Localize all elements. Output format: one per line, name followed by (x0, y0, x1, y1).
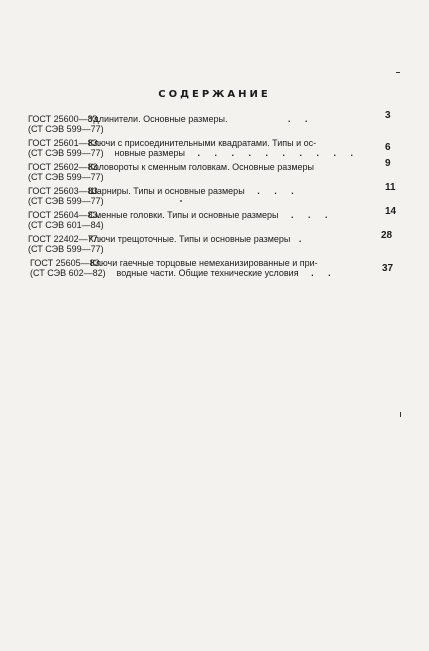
toc-standard: ГОСТ 25605—83. (30, 258, 103, 268)
toc-standard: ГОСТ 25601—83. (28, 138, 101, 148)
toc-standard-ref: (СТ СЭВ 599—77) (28, 124, 104, 134)
toc-leader: . . (311, 268, 337, 278)
toc-standard: ГОСТ 22402—77. (28, 234, 101, 244)
toc-standard: ГОСТ 25604—83. (28, 210, 101, 220)
toc-entry-line (28, 114, 396, 124)
toc-description: Сменные головки. Типы и основные размеры (88, 210, 279, 220)
toc-entry-line (30, 258, 398, 268)
toc-description: Ключи с присоединительными квадратами. Типы и ос- (88, 138, 317, 148)
toc-entry-line (28, 124, 396, 134)
scan-mark (396, 72, 400, 73)
toc-page-number: 11 (385, 182, 396, 193)
toc-description: Шарниры. Типы и основные размеры (88, 186, 245, 196)
toc-leader: . . (288, 114, 314, 124)
toc-page-number: 37 (382, 263, 394, 274)
toc-standard: ГОСТ 25602—83. (28, 162, 101, 172)
toc-entry-line (28, 162, 396, 172)
toc-leader: . . . (257, 186, 300, 196)
toc-entry-line (28, 244, 396, 254)
toc-entry (28, 230, 396, 254)
toc-entry-line (28, 138, 396, 148)
toc-page-number: 3 (385, 110, 391, 121)
toc-entry (30, 258, 398, 278)
toc-page-number: 9 (385, 158, 391, 169)
toc-entry (28, 206, 397, 230)
toc-leader: . . . (291, 210, 334, 220)
toc-leader: . (298, 234, 308, 244)
toc-entry (28, 138, 396, 158)
toc-page-number: 14 (385, 206, 397, 217)
toc-entry-line (28, 148, 396, 158)
toc-entry-line (28, 210, 396, 220)
toc-entry (28, 182, 396, 206)
toc-entry-line (28, 196, 396, 206)
toc-standard-ref: (СТ СЭВ 602—82) (30, 268, 106, 278)
toc-entry-line (28, 234, 396, 244)
toc-description: Коловороты к сменным головкам. Основные размеры (88, 162, 315, 172)
toc-description: Ключи трещоточные. Типы и основные размеры (88, 234, 291, 244)
toc-description-cont: водные части. Общие технические условия (116, 268, 299, 278)
toc-standard: ГОСТ 25600—83. (28, 114, 101, 124)
toc-standard-ref: (СТ СЭВ 599—77) (28, 196, 104, 206)
toc-entry-line (30, 268, 398, 278)
toc-entry-line (28, 172, 396, 182)
toc-description: Ключи гаечные торцовые немеханизированные и при- (90, 258, 318, 268)
scan-mark (400, 412, 401, 417)
scan-mark (180, 200, 182, 202)
toc-entry (28, 110, 396, 134)
toc-page-number: 6 (385, 142, 391, 153)
toc-standard-ref: (СТ СЭВ 599—77) (28, 172, 104, 182)
toc-page-number: 28 (381, 230, 393, 241)
toc-standard-ref: (СТ СЭВ 601—84) (28, 220, 104, 230)
toc-standard-ref: (СТ СЭВ 599—77) (28, 244, 104, 254)
toc-entry-line (28, 186, 396, 196)
toc-standard-ref: (СТ СЭВ 599—77) (28, 148, 104, 158)
toc-standard: ГОСТ 25603—83. (28, 186, 101, 196)
toc-leader: . . . . . . . . . . (197, 148, 359, 158)
toc-description-cont: новные размеры (114, 148, 185, 158)
toc-entry (28, 158, 396, 182)
page-title: СОДЕРЖАНИЕ (158, 89, 271, 100)
toc-entry-line (28, 220, 396, 230)
toc-description: Удлинители. Основные размеры. (88, 114, 228, 124)
